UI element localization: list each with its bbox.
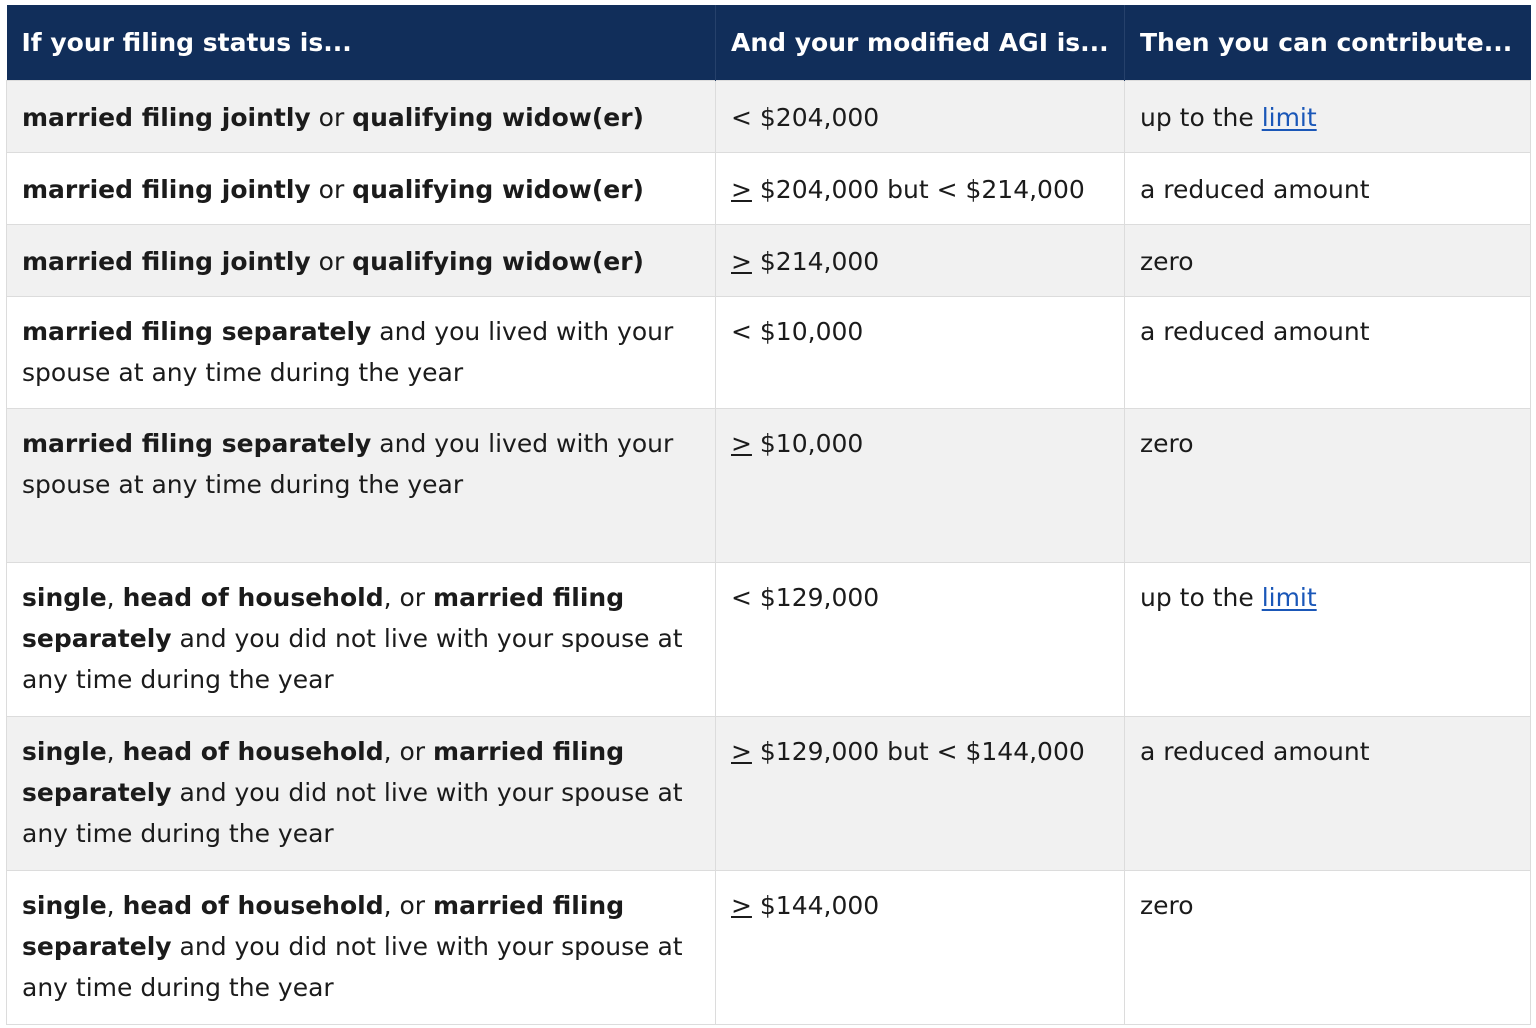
status-term: qualifying widow(er) [352, 103, 644, 132]
status-term: married filing jointly [22, 247, 311, 276]
agi-amount: $129,000 but < $144,000 [751, 737, 1085, 766]
contribution-text: a reduced amount [1140, 175, 1370, 204]
contribution-text: zero [1140, 429, 1194, 458]
cell-filing-status [7, 297, 716, 409]
header-contribution: Then you can contribute... [1125, 5, 1531, 81]
cell-filing-status [7, 225, 716, 297]
cell-modified-agi [716, 717, 1125, 871]
status-term: married filing separately [22, 317, 372, 346]
cell-contribution [1125, 871, 1531, 1025]
status-term: head of household [122, 583, 384, 612]
cell-filing-status [7, 717, 716, 871]
agi-amount: $129,000 [751, 583, 880, 612]
contribution-text: up to the [1140, 103, 1262, 132]
table-row [7, 563, 1531, 717]
status-text: or [310, 103, 353, 132]
limit-link[interactable]: limit [1261, 583, 1317, 612]
cell-contribution [1125, 225, 1531, 297]
table-header-row [7, 5, 1531, 81]
agi-operator: > [731, 891, 752, 920]
agi-operator: > [731, 429, 752, 458]
cell-modified-agi [716, 871, 1125, 1025]
status-term: married filing separately [22, 583, 625, 653]
status-text: and you did not live with your spouse at any time during the year [22, 624, 683, 694]
status-text: , [106, 737, 123, 766]
status-text: , or [383, 737, 434, 766]
cell-modified-agi [716, 297, 1125, 409]
agi-amount: $10,000 [751, 317, 864, 346]
agi-amount: $10,000 [751, 429, 864, 458]
status-term: married filing separately [22, 737, 625, 807]
status-term: qualifying widow(er) [352, 175, 644, 204]
table-body [7, 81, 1531, 1025]
status-text: and you lived with your spouse at any time during the year [22, 317, 674, 387]
cell-contribution [1125, 409, 1531, 563]
status-text: and you did not live with your spouse at any time during the year [22, 932, 683, 1002]
cell-contribution [1125, 81, 1531, 153]
status-text: and you did not live with your spouse at any time during the year [22, 778, 683, 848]
cell-filing-status [7, 563, 716, 717]
header-modified-agi: And your modified AGI is... [716, 5, 1125, 81]
status-text: , [106, 891, 123, 920]
table-row [7, 153, 1531, 225]
status-term: head of household [122, 737, 384, 766]
agi-operator: < [731, 103, 752, 132]
contribution-text: up to the [1140, 583, 1262, 612]
status-term: married filing separately [22, 429, 372, 458]
cell-modified-agi [716, 153, 1125, 225]
cell-filing-status [7, 409, 716, 563]
header-filing-status: If your filing status is... [7, 5, 716, 81]
status-term: married filing separately [22, 891, 625, 961]
status-term: head of household [122, 891, 384, 920]
status-text: or [310, 247, 353, 276]
status-term: married filing jointly [22, 175, 311, 204]
status-text: , or [383, 583, 434, 612]
agi-amount: $204,000 but < $214,000 [751, 175, 1085, 204]
cell-filing-status [7, 81, 716, 153]
cell-contribution [1125, 563, 1531, 717]
status-text: and you lived with your spouse at any time during the year [22, 429, 674, 499]
status-text: , or [383, 891, 434, 920]
contribution-text: a reduced amount [1140, 737, 1370, 766]
agi-amount: $214,000 [751, 247, 880, 276]
contribution-text: zero [1140, 891, 1194, 920]
status-term: single [22, 583, 107, 612]
status-text: or [310, 175, 353, 204]
cell-contribution [1125, 153, 1531, 225]
table-row [7, 409, 1531, 563]
cell-contribution [1125, 297, 1531, 409]
table-row [7, 81, 1531, 153]
agi-amount: $204,000 [751, 103, 880, 132]
table-row [7, 871, 1531, 1025]
cell-contribution [1125, 717, 1531, 871]
table-row [7, 717, 1531, 871]
status-text: , [106, 583, 123, 612]
roth-ira-contribution-table [6, 5, 1531, 1025]
agi-amount: $144,000 [751, 891, 880, 920]
table-row [7, 225, 1531, 297]
status-term: married filing jointly [22, 103, 311, 132]
agi-operator: > [731, 175, 752, 204]
status-term: qualifying widow(er) [352, 247, 644, 276]
contribution-text: zero [1140, 247, 1194, 276]
agi-operator: > [731, 247, 752, 276]
status-term: single [22, 737, 107, 766]
table-row [7, 297, 1531, 409]
cell-modified-agi [716, 225, 1125, 297]
agi-operator: > [731, 737, 752, 766]
limit-link[interactable]: limit [1261, 103, 1317, 132]
cell-filing-status [7, 153, 716, 225]
status-term: single [22, 891, 107, 920]
cell-modified-agi [716, 563, 1125, 717]
contribution-table-container [6, 5, 1530, 1025]
agi-operator: < [731, 583, 752, 612]
cell-modified-agi [716, 81, 1125, 153]
agi-operator: < [731, 317, 752, 346]
contribution-text: a reduced amount [1140, 317, 1370, 346]
cell-filing-status [7, 871, 716, 1025]
cell-modified-agi [716, 409, 1125, 563]
